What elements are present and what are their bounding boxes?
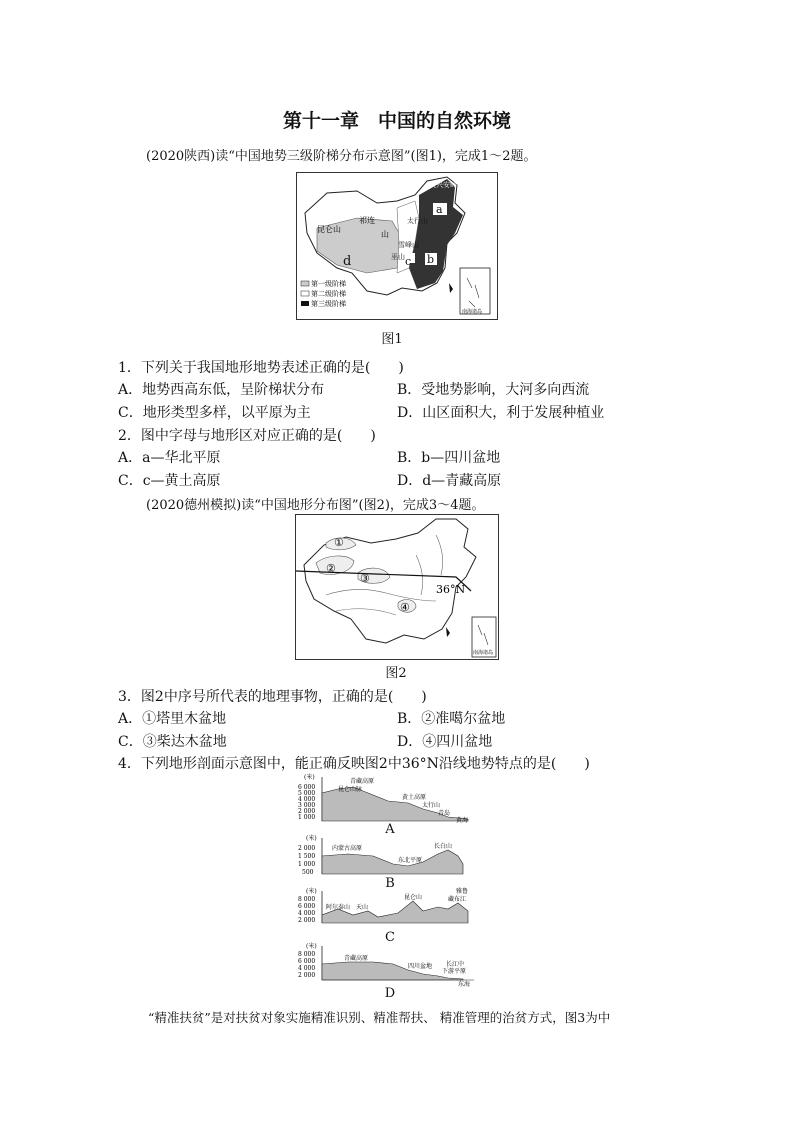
q3-option-c[interactable]: C．③柴达木盆地 xyxy=(118,734,227,750)
q2-option-b[interactable]: B．b—四川盆地 xyxy=(397,450,501,466)
profile-c-tick-4: 2 000 xyxy=(298,917,316,924)
label-wushan: 巫山 xyxy=(391,253,405,261)
q3-option-d[interactable]: D．④四川盆地 xyxy=(397,734,493,750)
profile-b-label[interactable]: B xyxy=(385,876,395,891)
profile-a-tick-2: 5 000 xyxy=(298,790,316,797)
profile-c-tick-3: 4 000 xyxy=(298,910,316,917)
profile-a-tick-3: 4 000 xyxy=(298,796,316,803)
profile-c-name-4: 雅鲁 xyxy=(456,888,469,895)
profile-c-name-1: 阿尔泰山 xyxy=(326,904,351,911)
profile-b-tick-4: 500 xyxy=(302,869,314,876)
profile-d-tick-2: 6 000 xyxy=(298,958,316,965)
profile-b-name-2: 长白山 xyxy=(434,843,453,850)
page-title: 第十一章 中国的自然环境 xyxy=(282,110,511,132)
profile-a-tick-5: 2 000 xyxy=(298,808,316,815)
q3-option-b[interactable]: B．②准噶尔盆地 xyxy=(397,711,506,727)
q1-option-a[interactable]: A．地势西高东低，呈阶梯状分布 xyxy=(118,382,325,398)
profile-a-tick-4: 3 000 xyxy=(298,802,316,809)
label-qilian: 祁连 xyxy=(359,216,375,225)
inset-label-1: 南海诸岛 xyxy=(462,309,483,315)
profile-d-figure xyxy=(298,942,478,988)
latitude-label: 36°N xyxy=(436,583,466,596)
profile-d-name-5: 东海 xyxy=(458,981,471,988)
legend-step-2: 第二级阶梯 xyxy=(311,290,346,298)
profile-a-name-4: 太行山 xyxy=(422,802,441,809)
q3-option-a[interactable]: A．①塔里木盆地 xyxy=(118,711,227,727)
profile-c-figure xyxy=(298,887,478,925)
profile-c-tick-2: 6 000 xyxy=(298,903,316,910)
q1-option-d[interactable]: D．山区面积大，利于发展种植业 xyxy=(397,405,605,421)
profile-c-unit: (米) xyxy=(306,888,317,895)
question-2-stem: 2．图中字母与地形区对应正确的是( ) xyxy=(118,428,376,444)
china-terrain-steps-map xyxy=(297,173,497,319)
inset-label-2: 南海诸岛 xyxy=(473,650,494,656)
profile-c-name-2: 天山 xyxy=(356,904,369,911)
marker-1: ① xyxy=(334,536,344,549)
q2-option-d[interactable]: D．d—青藏高原 xyxy=(397,473,502,489)
profile-a-name-3: 黄土高原 xyxy=(402,794,427,801)
profile-a-tick-6: 1 000 xyxy=(298,814,316,821)
profile-a-name-1: 青藏高原 xyxy=(350,778,375,785)
label-qilian-shan: 山 xyxy=(381,230,389,239)
south-china-sea-inset xyxy=(460,268,490,314)
label-c: c xyxy=(405,255,412,268)
label-b: b xyxy=(427,253,435,266)
profile-c-name-5: 藏布江 xyxy=(448,896,467,903)
figure-1-map xyxy=(296,172,498,320)
profile-c-label[interactable]: C xyxy=(385,930,395,945)
profile-d-name-1: 青藏高原 xyxy=(344,955,369,962)
question-3-stem: 3．图2中序号所代表的地理事物，正确的是( ) xyxy=(118,689,427,705)
label-taihang: 太行山 xyxy=(407,217,428,225)
marker-3: ③ xyxy=(360,572,370,585)
legend-step-1: 第一级阶梯 xyxy=(311,280,346,288)
profile-a-figure xyxy=(298,773,478,823)
label-kunlun: 昆仑山 xyxy=(317,225,341,234)
profile-b-name-1: 内蒙古高原 xyxy=(332,845,363,852)
profile-c-tick-1: 8 000 xyxy=(298,896,316,903)
q1-option-b[interactable]: B．受地势影响，大河多向西流 xyxy=(397,382,590,398)
profile-d-tick-1: 8 000 xyxy=(298,951,316,958)
profile-b-tick-2: 1 500 xyxy=(298,853,316,860)
profile-a-unit: (米) xyxy=(304,774,315,781)
profile-b-name-3: 东北平原 xyxy=(398,857,423,864)
profile-a-tick-1: 6 000 xyxy=(298,784,316,791)
footer-text: “精准扶贫”是对扶贫对象实施精准识别、精准帮扶、 精准管理的治贫方式，图3为中 xyxy=(148,1010,611,1025)
q1-option-c[interactable]: C．地形类型多样，以平原为主 xyxy=(118,405,311,421)
profile-d-name-2: 四川盆地 xyxy=(408,963,433,970)
label-d: d xyxy=(343,254,352,269)
question-4-stem: 4．下列地形剖面示意图中，能正确反映图2中36°N沿线地势特点的是( ) xyxy=(118,756,590,772)
profile-d-tick-3: 4 000 xyxy=(298,965,316,972)
profile-a-name-6: 黄海 xyxy=(456,817,469,824)
intro-text-2: (2020德州模拟)读“中国地形分布图”(图2)，完成3～4题。 xyxy=(146,498,485,513)
profile-d-name-4: 下游平原 xyxy=(442,968,467,975)
profile-a-name-2: 昆仑山脉 xyxy=(338,786,363,793)
profile-d-tick-4: 2 000 xyxy=(298,972,316,979)
profile-d-unit: (米) xyxy=(306,943,317,950)
q2-option-c[interactable]: C．c—黄土高原 xyxy=(118,473,221,489)
figure-1-caption: 图1 xyxy=(381,332,403,347)
profile-d-name-3: 长江中 xyxy=(446,961,465,968)
legend-step-3: 第三级阶梯 xyxy=(311,300,346,308)
profile-a-name-5: 青岛 xyxy=(438,810,451,817)
profile-b-tick-1: 2 000 xyxy=(298,845,316,852)
china-landform-map xyxy=(296,515,498,659)
q2-option-a[interactable]: A．a—华北平原 xyxy=(118,450,221,466)
profile-b-unit: (米) xyxy=(306,835,317,842)
profile-b-figure xyxy=(298,834,478,876)
profile-a-label[interactable]: A xyxy=(385,822,395,837)
profile-b-tick-3: 1 000 xyxy=(298,861,316,868)
label-xuefeng: 雪峰山 xyxy=(398,241,419,249)
profile-c-name-3: 昆仑山 xyxy=(404,894,423,901)
profile-d-label[interactable]: D xyxy=(384,986,396,1001)
marker-4: ④ xyxy=(400,601,410,614)
marker-2: ② xyxy=(326,562,336,575)
question-1-stem: 1．下列关于我国地形地势表述正确的是( ) xyxy=(118,360,404,376)
intro-text-1: (2020陕西)读“中国地势三级阶梯分布示意图”(图1)，完成1～2题。 xyxy=(146,149,537,164)
label-daxinganling: 大兴安岭 xyxy=(429,181,457,189)
label-a: a xyxy=(436,203,443,216)
figure-2-map xyxy=(295,514,499,660)
figure-2-caption: 图2 xyxy=(385,666,407,681)
